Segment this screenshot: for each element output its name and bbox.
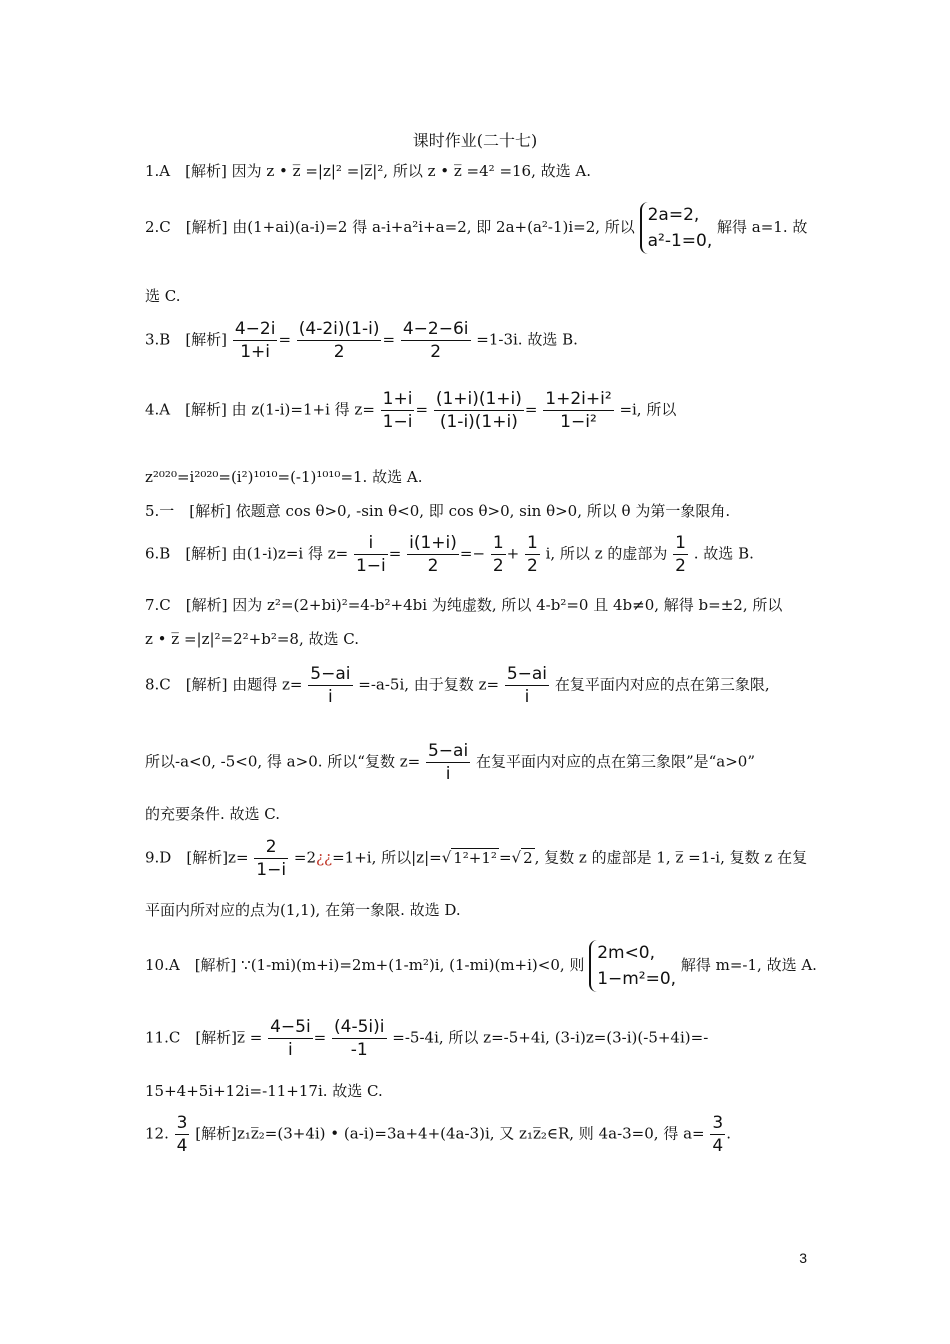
- fraction: $\frac{1}{2}$: [526, 533, 538, 576]
- fraction: $\frac{i}{1-i}$: [355, 533, 386, 576]
- answer-5: 5.一 [解析] 依题意 cos θ>0, -sin θ<0, 即 cos θ>0, sin θ>0, 所以 θ 为第一象限角.: [145, 502, 731, 520]
- answer-3: 3.B [解析] $\frac{4-2i}{1+i}$ = $\frac{(4-2i)(1-i)}{2}$ = $\frac{4-2-6i}{2}$ =1-3i. 故选 B.: [145, 319, 578, 362]
- answer-1: 1.A [解析] 因为 z • z̅ =|z|² =|z̅|², 所以 z • z̅ =4² =16, 故选 A.: [145, 162, 592, 180]
- fraction: $\frac{4-2i}{1+i}$: [234, 319, 276, 362]
- equation-system: 2m<0, 1−m²=0,: [589, 940, 676, 992]
- fraction: $\frac{2}{1-i}$: [256, 837, 287, 880]
- answer-12: 12. $\frac{3}{4}$ [解析]z₁z̅₂=(3+4i) • (a-i)=3a+4+(4a-3)i, 又 z₁z̅₂∈R, 则 4a-3=0, 得 a= $\frac{3}{4}$ .: [145, 1113, 731, 1156]
- fraction: $\frac{4-5i}{i}$: [270, 1017, 311, 1060]
- answer-6: 6.B [解析] 由(1-i)z=i 得 z= $\frac{i}{1-i}$ = $\frac{i(1+i)}{2}$ =− $\frac{1}{2}$ + $\frac{1}{2}$ i, 所以 z 的虚部为 $\frac{1}{2}$ . 故选 B.: [145, 533, 754, 576]
- fraction: $\frac{5-ai}{i}$: [427, 741, 469, 784]
- fraction: $\frac{3}{4}$: [712, 1113, 724, 1156]
- fraction: $\frac{1+i}{1-i}$: [382, 389, 413, 432]
- fraction: $\frac{(4-5i)i}{-1}$: [334, 1017, 385, 1060]
- answer-10: 10.A [解析] ∵(1-mi)(m+i)=2m+(1-m²)i, (1-mi)(m+i)<0, 则 2m<0, 1−m²=0, 解得 m=-1, 故选 A.: [145, 940, 817, 992]
- fraction: $\frac{i(1+i)}{2}$: [409, 533, 457, 576]
- sqrt-radicand: 1²+1²: [453, 848, 497, 867]
- fraction: $\frac{1}{2}$: [492, 533, 504, 576]
- fraction: $\frac{5-ai}{i}$: [506, 664, 548, 707]
- answer-4: 4.A [解析] 由 z(1-i)=1+i 得 z= $\frac{1+i}{1-i}$ = $\frac{(1+i)(1+i)}{(1-i)(1+i)}$ = $\frac{\text{1+2i+i²}}{\text{1−i²}}$ =i, 所以: [145, 389, 677, 432]
- answer-8-end: 的充要条件. 故选 C.: [145, 805, 281, 823]
- fraction: $\frac{5-ai}{i}$: [310, 664, 351, 707]
- answer-9-cont: 平面内所对应的点为(1,1), 在第一象限. 故选 D.: [145, 901, 461, 919]
- fraction: $\frac{1}{2}$: [675, 533, 686, 576]
- answer-2: 2.C [解析] 由(1+ai)(a-i)=2 得 a-i+a²i+a=2, 即 2a+(a²-1)i=2, 所以 2a=2, a²-1=0, 解得 a=1. 故: [145, 202, 807, 254]
- page-number: 3: [799, 1250, 807, 1266]
- fraction: $\frac{3}{4}$: [176, 1113, 188, 1156]
- answer-8: 8.C [解析] 由题得 z= $\frac{5-ai}{i}$ =-a-5i, 由于复数 z= $\frac{5-ai}{i}$ 在复平面内对应的点在第三象限,: [145, 664, 770, 707]
- answer-11-cont: 15+4+5i+12i=-11+17i. 故选 C.: [145, 1082, 383, 1100]
- page-title: 课时作业(二十七): [412, 131, 538, 150]
- fraction: $\frac{4-2-6i}{2}$: [402, 319, 469, 362]
- fraction: $\frac{(4-2i)(1-i)}{2}$: [298, 319, 380, 362]
- equation-system: 2a=2, a²-1=0,: [640, 202, 713, 254]
- answer-2-cont: 选 C.: [145, 287, 181, 305]
- answer-11: 11.C [解析]z̅ = $\frac{4-5i}{i}$ = $\frac{(4-5i)i}{-1}$ =-5-4i, 所以 z=-5+4i, (3-i)z=(3-i)(-5+4i)=-: [145, 1017, 709, 1060]
- fraction: $\frac{(1+i)(1+i)}{(1-i)(1+i)}$: [435, 389, 522, 432]
- answer-7: 7.C [解析] 因为 z²=(2+bi)²=4-b²+4bi 为纯虚数, 所以 4-b²=0 且 4b≠0, 解得 b=±2, 所以: [145, 596, 783, 614]
- answer-9: 9.D [解析]z= $\frac{2}{1-i}$ =2¿¿=1+i, 所以|z|=√ 1²+1² =√ 2 , 复数 z 的虚部是 1, z̅ =1-i, 复数 z 在复: [145, 837, 808, 880]
- answer-7-cont: z • z̅ =|z|²=2²+b²=8, 故选 C.: [145, 630, 359, 648]
- garbled-glyphs: ¿¿: [316, 848, 333, 867]
- answer-8-cont: 所以-a<0, -5<0, 得 a>0. 所以“复数 z= $\frac{5-ai}{i}$ 在复平面内对应的点在第三象限”是“a>0”: [145, 741, 756, 784]
- answer-4-cont: z²⁰²⁰=i²⁰²⁰=(i²)¹⁰¹⁰=(-1)¹⁰¹⁰=1. 故选 A.: [145, 468, 423, 486]
- fraction: $\frac{\text{1+2i+i²}}{\text{1−i²}}$: [545, 389, 612, 432]
- sqrt-radicand: 2: [523, 848, 533, 867]
